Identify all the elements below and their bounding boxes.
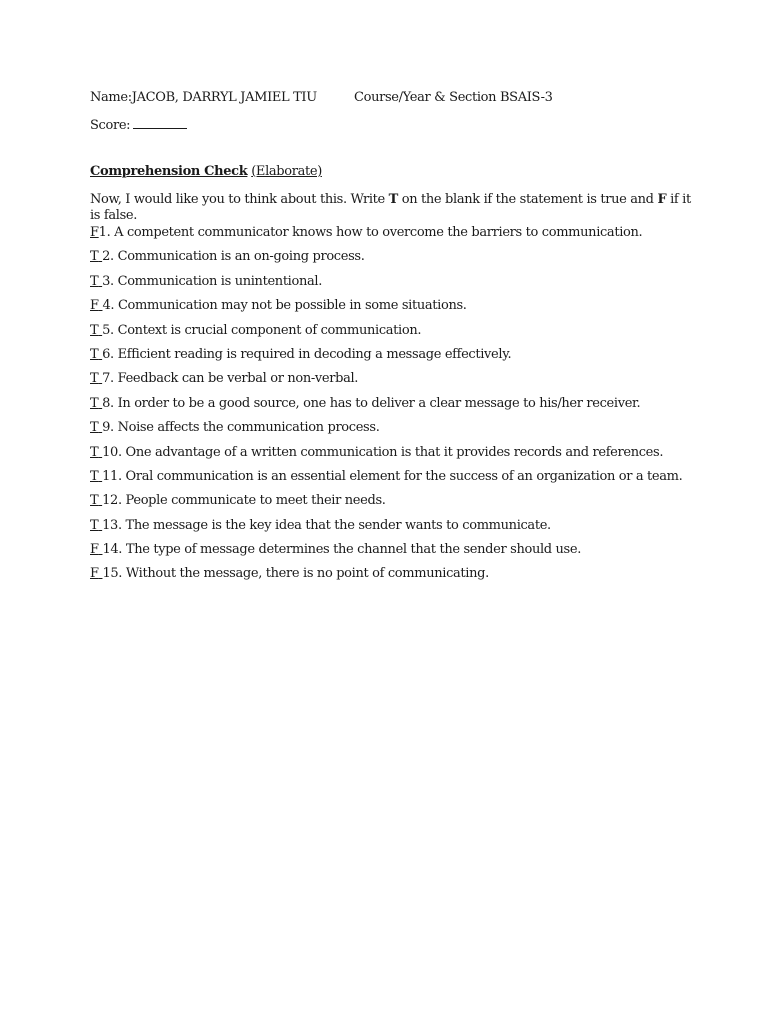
answer-blank: T — [90, 493, 99, 509]
list-item — [90, 298, 730, 322]
answer-blank: T — [90, 249, 99, 265]
list-item — [90, 347, 730, 371]
answer-blank: F — [90, 542, 99, 558]
answer-blank: T — [90, 346, 99, 362]
answer-blank: T — [90, 371, 99, 387]
statement-text: 13. The message is the key idea that the sender wants to communicate. — [102, 517, 551, 533]
statement-text: 4. Communication may not be possible in some situations. — [102, 298, 467, 314]
answer-blank: T — [90, 468, 99, 484]
score-line — [90, 116, 730, 136]
student-info-line — [90, 90, 730, 110]
list-item — [90, 469, 730, 493]
instructions-bold-f: F — [657, 192, 667, 207]
list-item — [90, 493, 730, 517]
statement-text: 8. In order to be a good source, one has to deliver a clear message to his/her receiver. — [102, 395, 641, 411]
answer-blank: T — [90, 322, 99, 338]
answer-blank: T — [90, 395, 99, 411]
score-label: Score: — [90, 118, 131, 133]
instructions-text-2: on the blank if the statement is true and — [397, 192, 658, 207]
worksheet-page — [90, 90, 730, 591]
list-item — [90, 274, 730, 298]
list-item — [90, 542, 730, 566]
statement-text: 3. Communication is unintentional. — [102, 273, 322, 289]
statement-text: 9. Noise affects the communication process. — [102, 420, 380, 436]
answer-blank: F — [90, 298, 99, 314]
statement-text: 11. Oral communication is an essential element for the success of an organization or a team. — [102, 468, 683, 484]
answer-blank: T — [90, 517, 99, 533]
list-item — [90, 323, 730, 347]
course-value: BSAIS-3 — [499, 90, 553, 105]
list-item — [90, 249, 730, 273]
statement-text: 2. Communication is an on-going process. — [102, 249, 365, 265]
list-item — [90, 225, 730, 249]
statement-text: 6. Efficient reading is required in decoding a message effectively. — [102, 346, 512, 362]
list-item — [90, 445, 730, 469]
section-title — [90, 164, 730, 184]
course-info — [354, 90, 553, 106]
section-title-sub: (Elaborate) — [251, 164, 322, 179]
course-label: Course/Year & Section — [354, 90, 497, 105]
statement-text: 5. Context is crucial component of communication. — [102, 322, 422, 338]
statement-text: 10. One advantage of a written communication is that it provides records and references. — [102, 444, 664, 460]
statement-text: 1. A competent communicator knows how to overcome the barriers to communication. — [98, 225, 643, 240]
statement-list — [90, 225, 730, 591]
instructions-bold-t: T — [388, 192, 398, 207]
score-blank — [133, 116, 187, 129]
answer-blank: T — [90, 444, 99, 460]
instructions-text-3: if it is false. — [90, 192, 691, 223]
instructions — [90, 192, 700, 224]
answer-blank: T — [90, 273, 99, 289]
instructions-text-1: Now, I would like you to think about this. Write — [90, 192, 389, 207]
list-item — [90, 566, 730, 590]
section-title-main: Comprehension Check — [90, 164, 248, 179]
statement-text: 7. Feedback can be verbal or non-verbal. — [102, 371, 359, 387]
statement-text: 14. The type of message determines the channel that the sender should use. — [102, 542, 581, 558]
answer-blank: F — [90, 566, 99, 582]
student-name: JACOB, DARRYL JAMIEL TIU — [131, 90, 317, 105]
name-label: Name: — [90, 90, 132, 105]
answer-blank: T — [90, 420, 99, 436]
statement-text: 12. People communicate to meet their needs. — [102, 493, 386, 509]
statement-text: 15. Without the message, there is no point of communicating. — [102, 566, 489, 582]
list-item — [90, 371, 730, 395]
list-item — [90, 420, 730, 444]
list-item — [90, 396, 730, 420]
list-item — [90, 518, 730, 542]
answer-blank: F — [90, 225, 99, 240]
